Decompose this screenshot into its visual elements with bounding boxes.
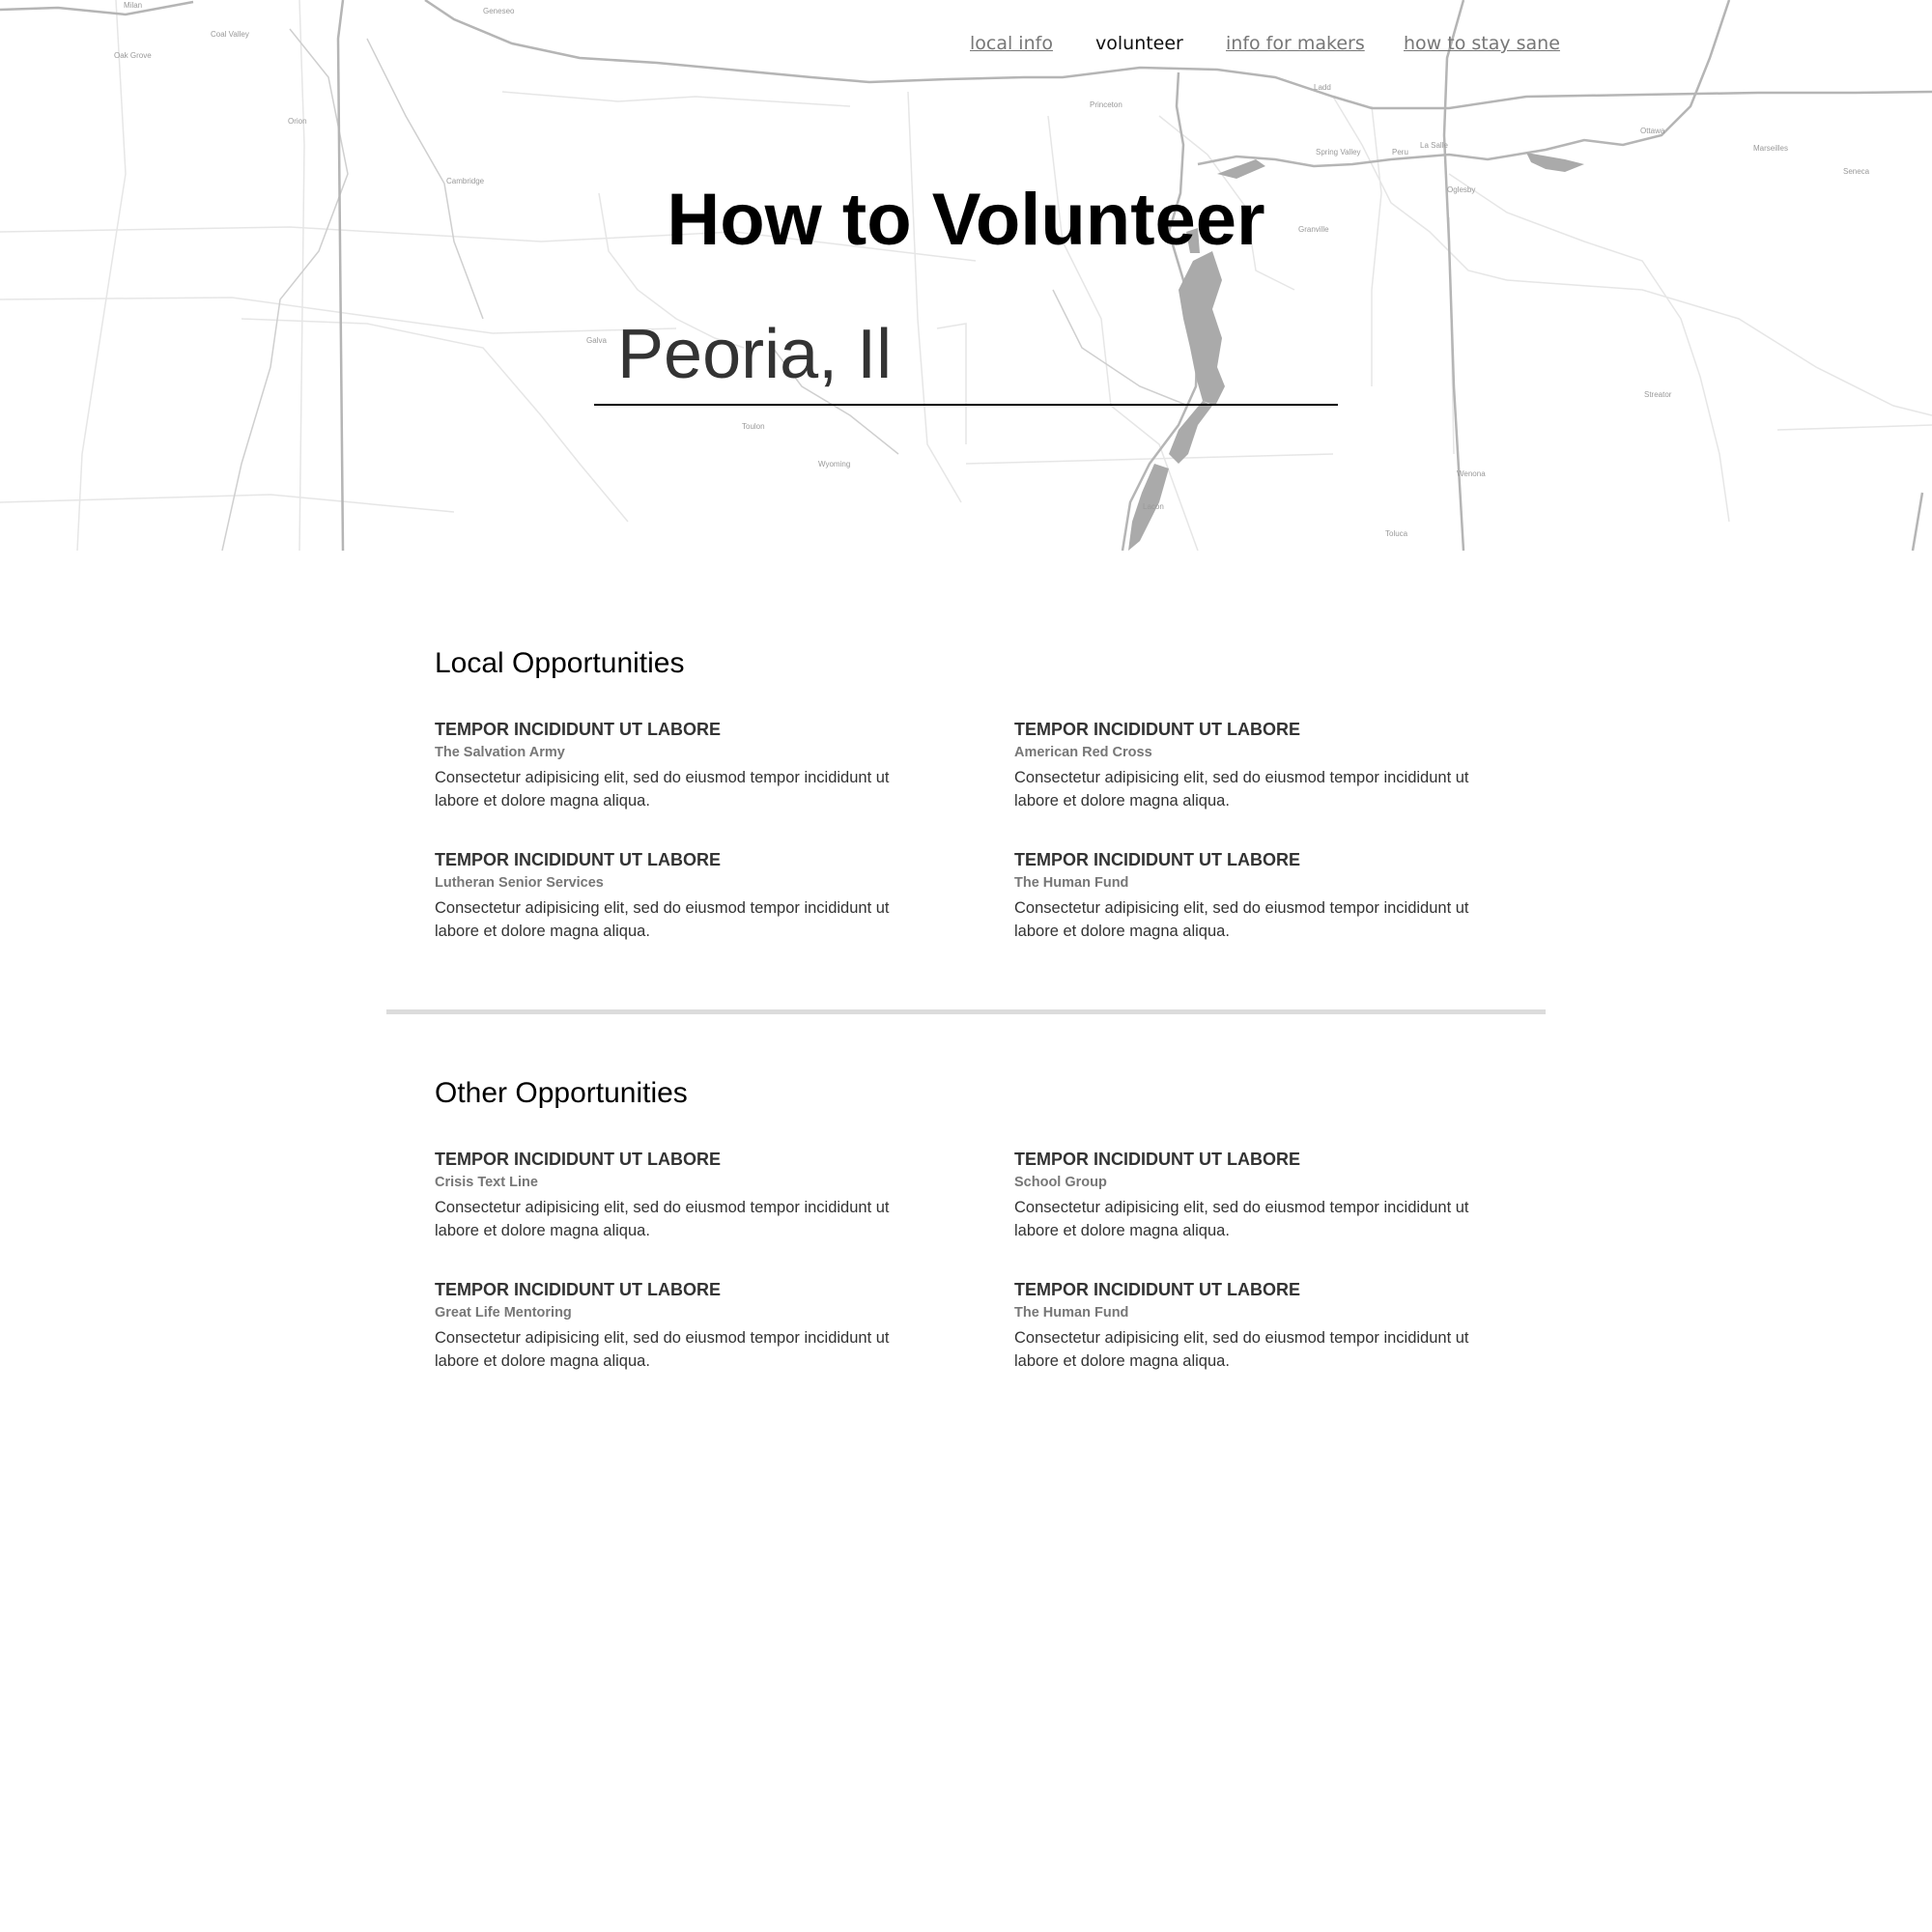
opportunity-org: School Group <box>1014 1175 1107 1190</box>
map-label: Peru <box>1392 148 1408 156</box>
map-label: Seneca <box>1843 167 1870 176</box>
map-label: Coal Valley <box>211 30 249 39</box>
page-title: How to Volunteer <box>667 179 1265 261</box>
map-label: Cambridge <box>446 177 485 185</box>
opportunity-item[interactable] <box>1014 850 1517 943</box>
map-label: Lacon <box>1143 502 1164 511</box>
map-label: Galva <box>586 336 607 345</box>
map-label: Toluca <box>1385 529 1408 538</box>
map-label: Spring Valley <box>1316 148 1361 156</box>
section-heading: Other Opportunities <box>435 1077 688 1109</box>
map-label: Toulon <box>742 422 765 431</box>
map-label: Ladd <box>1314 83 1331 92</box>
opportunity-description: Consectetur adipisicing elit, sed do eiusmod tempor incididunt ut labore et dolore magna aliqua. <box>435 1199 890 1239</box>
section-divider <box>386 1009 1546 1014</box>
nav-volunteer[interactable]: volunteer <box>1095 33 1183 54</box>
map-label: Geneseo <box>483 7 515 15</box>
opportunity-title: TEMPOR INCIDIDUNT UT LABORE <box>1014 850 1300 869</box>
background-map <box>0 0 1932 551</box>
opportunity-title: TEMPOR INCIDIDUNT UT LABORE <box>1014 720 1300 739</box>
opportunity-item[interactable] <box>435 720 937 812</box>
opportunity-title: TEMPOR INCIDIDUNT UT LABORE <box>435 850 721 869</box>
location-input[interactable] <box>617 313 1313 395</box>
location-field <box>594 307 1338 406</box>
map-label: Wyoming <box>818 460 851 469</box>
map-label: Ottawa <box>1640 127 1665 135</box>
map-label: Oak Grove <box>114 51 152 60</box>
map-label: Milan <box>124 1 143 10</box>
map-label: Wenona <box>1457 469 1486 478</box>
opportunity-description: Consectetur adipisicing elit, sed do eiusmod tempor incididunt ut labore et dolore magna aliqua. <box>435 1329 890 1370</box>
opportunity-org: Lutheran Senior Services <box>435 875 604 891</box>
opportunity-description: Consectetur adipisicing elit, sed do eiusmod tempor incididunt ut labore et dolore magna aliqua. <box>1014 899 1469 940</box>
nav-info-for-makers[interactable]: info for makers <box>1226 33 1365 54</box>
opportunity-item[interactable] <box>1014 1150 1517 1242</box>
map-label: Princeton <box>1090 100 1122 109</box>
opportunity-title: TEMPOR INCIDIDUNT UT LABORE <box>1014 1280 1300 1299</box>
opportunity-description: Consectetur adipisicing elit, sed do eiusmod tempor incididunt ut labore et dolore magna aliqua. <box>435 899 890 940</box>
map-label: Oglesby <box>1447 185 1476 194</box>
map-label: Granville <box>1298 225 1329 234</box>
opportunity-org: Great Life Mentoring <box>435 1305 572 1321</box>
main-nav <box>0 33 1932 62</box>
opportunity-item[interactable] <box>435 850 937 943</box>
opportunity-description: Consectetur adipisicing elit, sed do eiusmod tempor incididunt ut labore et dolore magna aliqua. <box>1014 1329 1469 1370</box>
nav-how-to-stay-sane[interactable]: how to stay sane <box>1404 33 1560 54</box>
opportunity-description: Consectetur adipisicing elit, sed do eiusmod tempor incididunt ut labore et dolore magna aliqua. <box>435 769 890 810</box>
opportunity-org: The Human Fund <box>1014 875 1129 891</box>
map-label: Marseilles <box>1753 144 1789 153</box>
nav-local-info[interactable]: local info <box>970 33 1053 54</box>
opportunity-org: Crisis Text Line <box>435 1175 538 1190</box>
other-opportunities-section <box>435 1077 1497 1370</box>
opportunity-description: Consectetur adipisicing elit, sed do eiusmod tempor incididunt ut labore et dolore magna aliqua. <box>1014 769 1469 810</box>
opportunity-item[interactable] <box>435 1280 937 1373</box>
opportunity-title: TEMPOR INCIDIDUNT UT LABORE <box>435 1150 721 1169</box>
local-opportunities-section <box>435 647 1497 940</box>
opportunity-org: The Human Fund <box>1014 1305 1129 1321</box>
opportunity-description: Consectetur adipisicing elit, sed do eiusmod tempor incididunt ut labore et dolore magna aliqua. <box>1014 1199 1469 1239</box>
opportunity-org: American Red Cross <box>1014 745 1152 760</box>
hero-map-banner <box>0 0 1932 551</box>
opportunity-title: TEMPOR INCIDIDUNT UT LABORE <box>435 1280 721 1299</box>
opportunity-title: TEMPOR INCIDIDUNT UT LABORE <box>1014 1150 1300 1169</box>
opportunity-item[interactable] <box>1014 1280 1517 1373</box>
opportunity-title: TEMPOR INCIDIDUNT UT LABORE <box>435 720 721 739</box>
section-heading: Local Opportunities <box>435 647 685 679</box>
map-label: Streator <box>1644 390 1672 399</box>
opportunity-org: The Salvation Army <box>435 745 565 760</box>
map-label: La Salle <box>1420 141 1448 150</box>
opportunity-item[interactable] <box>435 1150 937 1242</box>
map-label: Orion <box>288 117 307 126</box>
opportunity-item[interactable] <box>1014 720 1517 812</box>
